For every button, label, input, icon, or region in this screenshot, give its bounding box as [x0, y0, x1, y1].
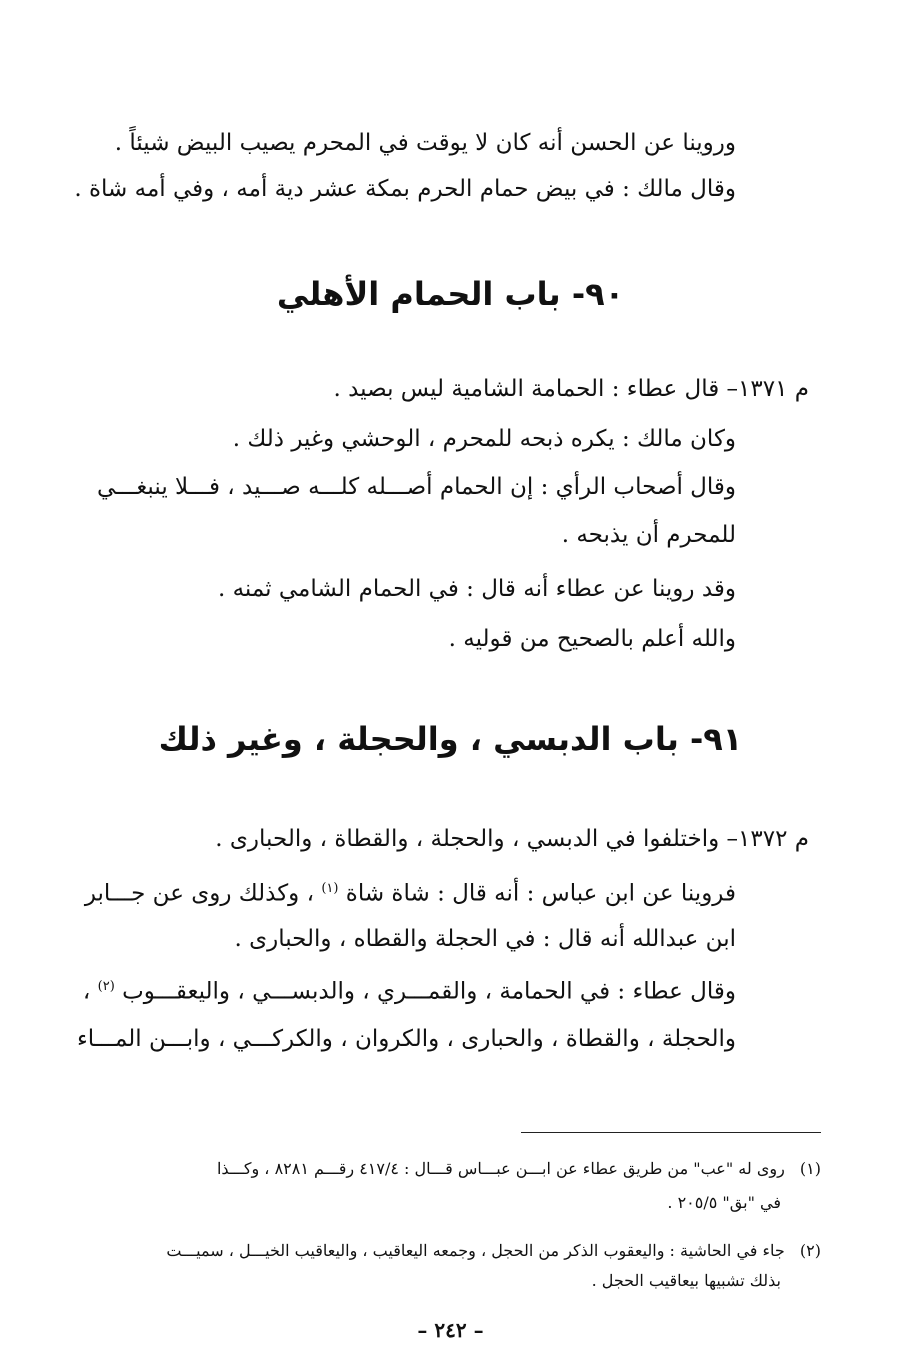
- entry-text: قال عطاء : الحمامة الشامية ليس بصيد .: [333, 376, 720, 402]
- section-90-heading: ٩٠- باب الحمام الأهلي: [276, 275, 625, 313]
- footnote-text: روى له "عب" من طريق عطاء عن ابـــن عبـــاس قـــال : ٤١٧/٤ رقـــم ٨٢٨١ ، وكـــذا: [216, 1159, 785, 1178]
- entry-1371: [333, 372, 809, 406]
- footnote-divider: [521, 1132, 821, 1133]
- entry-marker: م ١٣٧٢–: [726, 826, 809, 852]
- text-run: فروينا عن ابن عباس : أنه قال : شاة شاة: [345, 880, 736, 907]
- paragraph-line: والحجلة ، والقطاة ، والحبارى ، والكروان ، والكركـــي ، وابـــن المـــاء: [76, 1026, 736, 1052]
- paragraph-line: للمحرم أن يذبحه .: [561, 522, 736, 548]
- footnote-1-continuation: في "بق" ٢٠٥/٥ .: [667, 1193, 781, 1212]
- paragraph-line: [84, 872, 736, 911]
- intro-line-1: وروينا عن الحسن أنه كان لا يوقت في المحرم يصيب البيض شيئاً .: [114, 130, 736, 156]
- intro-line-2: وقال مالك : في بيض حمام الحرم بمكة عشر دية أمه ، وفي أمه شاة .: [74, 176, 736, 202]
- text-run: ، وكذلك روى عن جـــابر: [84, 880, 315, 907]
- text-run: ،: [82, 978, 91, 1005]
- entry-text: واختلفوا في الدبسي ، والحجلة ، والقطاة ، والحبارى .: [215, 826, 720, 852]
- paragraph-line: وقال أصحاب الرأي : إن الحمام أصـــله كلـــه صـــيد ، فـــلا ينبغـــي: [96, 474, 736, 500]
- entry-marker: م ١٣٧١–: [726, 376, 809, 402]
- paragraph-line: وقد روينا عن عطاء أنه قال : في الحمام الشامي ثمنه .: [217, 576, 736, 602]
- paragraph-line: ابن عبدالله أنه قال : في الحجلة والقطاه ، والحبارى .: [234, 926, 736, 952]
- footnote-ref: (١): [321, 881, 339, 896]
- page-number: – ٢٤٢ –: [417, 1318, 484, 1342]
- footnote-ref: (٢): [97, 979, 115, 994]
- footnote-text: جاء في الحاشية : واليعقوب الذكر من الحجل ، وجمعه اليعاقيب ، واليعاقيب الخيـــل ، سميـــت: [166, 1241, 785, 1260]
- footnote-number: (٢): [799, 1241, 821, 1260]
- footnote-1: [110, 1156, 821, 1182]
- footnote-number: (١): [799, 1159, 821, 1178]
- footnote-2-continuation: بذلك تشبيها بيعاقيب الحجل .: [591, 1271, 781, 1290]
- paragraph-line: [82, 970, 736, 1009]
- section-91-heading: ٩١- باب الدبسي ، والحجلة ، وغير ذلك: [158, 720, 743, 758]
- text-run: وقال عطاء : في الحمامة ، والقمـــري ، والدبســـي ، واليعقـــوب: [122, 978, 736, 1005]
- footnote-2: [110, 1238, 821, 1264]
- entry-1372: [215, 822, 809, 856]
- paragraph-line: وكان مالك : يكره ذبحه للمحرم ، الوحشي وغير ذلك .: [232, 426, 736, 452]
- paragraph-line: والله أعلم بالصحيح من قوليه .: [448, 626, 736, 652]
